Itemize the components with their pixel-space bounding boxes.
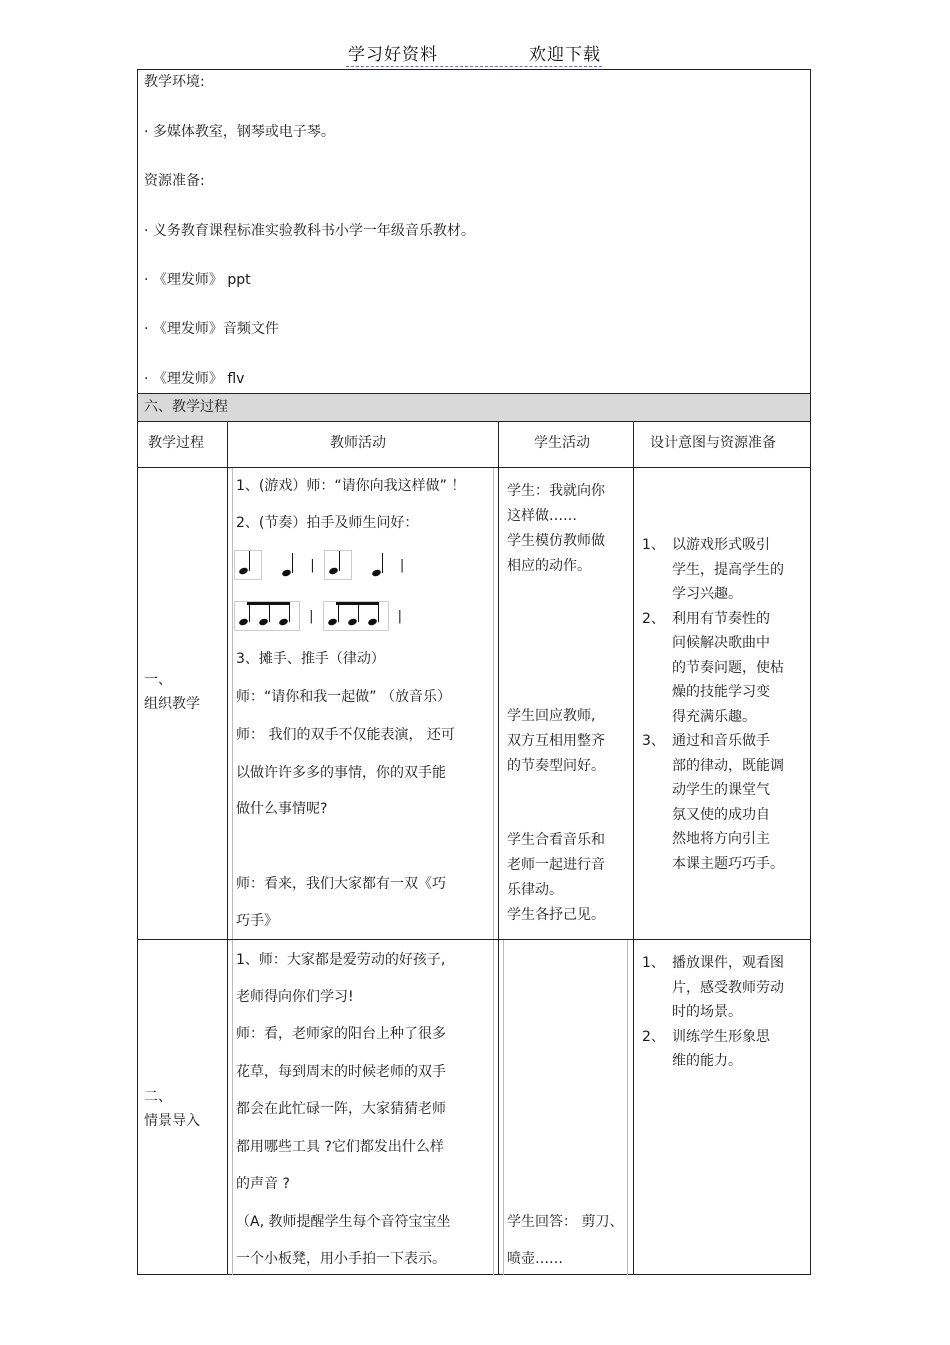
col-header-teacher: 教师活动 — [330, 435, 386, 451]
teacher-line: 做什么事情呢? — [236, 801, 328, 817]
eighth-note-icon — [238, 602, 252, 626]
bar-line: | — [309, 608, 314, 624]
design-line: 播放课件，观看图 — [672, 955, 784, 971]
teacher-line: 老师得向你们学习! — [236, 989, 354, 1005]
teacher-line: 1、(游戏）师：“请你向我这样做” ！ — [236, 478, 466, 494]
quarter-note-icon — [238, 551, 252, 575]
note-box — [234, 550, 262, 580]
resource-label: 资源准备: — [144, 173, 205, 189]
teacher-line: 巧手》 — [236, 913, 278, 929]
design-line: 动学生的课堂气 — [672, 782, 770, 798]
student-line: 相应的动作。 — [507, 558, 591, 574]
teacher-line: （A, 教师提醒学生每个音符宝宝坐 — [236, 1214, 451, 1230]
stage-name: 情景导入 — [144, 1113, 200, 1129]
student-line: 老师一起进行音 — [507, 857, 605, 873]
student-line: 学生：我就向你 — [507, 483, 605, 499]
teacher-line: 师：看来，我们大家都有一双《巧 — [236, 876, 446, 892]
env-item: · 多媒体教室，钢琴或电子琴。 — [144, 124, 335, 140]
teacher-line: 都会在此忙碌一阵，大家猜猜老师 — [236, 1101, 446, 1117]
teacher-line: 师： 我们的双手不仅能表演， 还可 — [236, 727, 455, 743]
design-item — [642, 729, 802, 876]
header-underline — [346, 66, 602, 67]
teacher-line: 1、师：大家都是爱劳动的好孩子, — [236, 952, 446, 968]
design-list — [642, 951, 802, 1074]
col-header-stage: 教学过程 — [148, 435, 204, 451]
student-line: 学生合看音乐和 — [507, 832, 605, 848]
student-line: 学生各抒己见。 — [507, 907, 605, 923]
eighth-note-icon — [278, 602, 292, 626]
column-divider — [498, 421, 499, 1275]
design-item — [642, 1025, 802, 1074]
design-line: 问候解决歌曲中 — [672, 635, 770, 651]
design-line: 通过和音乐做手 — [672, 733, 770, 749]
col-header-student: 学生活动 — [534, 435, 590, 451]
item-number: 2、 — [642, 1028, 665, 1045]
design-item — [642, 951, 802, 1025]
student-line: 学生回应教师, — [507, 708, 596, 724]
design-line: 学习兴趣。 — [672, 586, 742, 602]
quarter-note-icon — [371, 553, 385, 577]
teacher-line: 2、(节奏）拍手及师生问好： — [236, 515, 419, 531]
teacher-line: 3、摊手、推手（律动） — [236, 651, 385, 667]
design-item — [642, 533, 802, 607]
design-line: 训练学生形象思 — [672, 1028, 770, 1045]
teacher-line: 以做许许多多的事情，你的双手能 — [236, 765, 446, 781]
section-title: 六、教学过程 — [144, 399, 228, 415]
env-label: 教学环境: — [144, 74, 205, 90]
inner-line — [503, 940, 504, 1275]
design-line: 燥的技能学习变 — [672, 684, 770, 700]
design-item — [642, 607, 802, 730]
teacher-line: 的声音 ? — [236, 1176, 290, 1192]
teacher-line: 花草，每到周末的时候老师的双手 — [236, 1064, 446, 1080]
rhythm-quarter-notes — [234, 550, 408, 578]
teacher-line: 师：“请你和我一起做” （放音乐） — [236, 689, 451, 705]
design-line: 维的能力。 — [672, 1053, 742, 1069]
inner-line — [627, 940, 628, 1275]
design-line: 以游戏形式吸引 — [672, 537, 770, 553]
item-number: 1、 — [642, 537, 665, 553]
student-line: 乐律动。 — [507, 882, 563, 898]
resource-item: · 《理发师》 flv — [144, 371, 245, 387]
item-number: 1、 — [642, 955, 665, 971]
note-box — [324, 550, 352, 580]
design-line: 时的场景。 — [672, 1004, 742, 1020]
rhythm-eighth-notes — [234, 601, 406, 631]
header-right: 欢迎下载 — [529, 45, 601, 65]
eighth-note-icon — [258, 602, 272, 626]
teacher-line: 都用哪些工具 ?它们都发出什么样 — [236, 1139, 444, 1155]
divider — [137, 939, 811, 940]
bar-line: | — [397, 608, 403, 624]
divider — [137, 467, 811, 468]
resource-item: · 《理发师》 ppt — [144, 272, 251, 288]
column-divider — [227, 421, 228, 1275]
stage-number: 二、 — [144, 1089, 172, 1105]
bar-line: | — [399, 557, 405, 573]
header-left: 学习好资料 — [348, 45, 438, 65]
quarter-note-icon — [281, 553, 295, 577]
design-list — [642, 533, 802, 876]
divider — [137, 421, 811, 422]
quarter-note-icon — [328, 551, 342, 575]
item-number: 2、 — [642, 610, 665, 627]
bar-line: | — [310, 557, 315, 573]
design-line: 氛又使的成功自 — [672, 806, 770, 823]
student-line: 双方互相用整齐 — [507, 733, 605, 749]
inner-line — [232, 468, 233, 1275]
note-box — [234, 601, 300, 631]
student-line: 这样做…… — [507, 508, 577, 524]
section-band — [138, 394, 810, 421]
design-line: 然地将方向引主 — [672, 831, 770, 847]
note-box — [323, 601, 389, 631]
student-line: 学生模仿教师做 — [507, 533, 605, 549]
eighth-note-icon — [327, 602, 341, 626]
stage-name: 组织教学 — [144, 696, 200, 712]
design-line: 利用有节奏性的 — [672, 610, 770, 627]
student-line: 的节奏型问好。 — [507, 758, 605, 774]
design-line: 的节奏问题，使枯 — [672, 659, 784, 676]
column-divider — [633, 421, 634, 1275]
student-line: 喷壶…… — [507, 1251, 563, 1267]
design-line: 部的律动，既能调 — [672, 757, 784, 774]
design-line: 本课主题巧巧手。 — [672, 855, 784, 872]
design-line: 得充满乐趣。 — [672, 708, 756, 725]
student-line: 学生回答： 剪刀、 — [507, 1214, 624, 1230]
eighth-note-icon — [347, 602, 361, 626]
teacher-line: 一个小板凳，用小手拍一下表示。 — [236, 1251, 446, 1267]
page-header — [0, 40, 950, 70]
design-line: 片，感受教师劳动 — [672, 979, 784, 996]
design-line: 学生，提高学生的 — [672, 561, 784, 578]
inner-line — [493, 468, 494, 1275]
col-header-design: 设计意图与资源准备 — [650, 435, 776, 451]
teacher-line: 师：看，老师家的阳台上种了很多 — [236, 1026, 446, 1042]
eighth-note-icon — [367, 602, 381, 626]
stage-number: 一、 — [144, 672, 172, 688]
item-number: 3、 — [642, 733, 665, 749]
resource-item: · 《理发师》音频文件 — [144, 321, 279, 337]
resource-item: · 义务教育课程标准实验教科书小学一年级音乐教材。 — [144, 223, 475, 239]
